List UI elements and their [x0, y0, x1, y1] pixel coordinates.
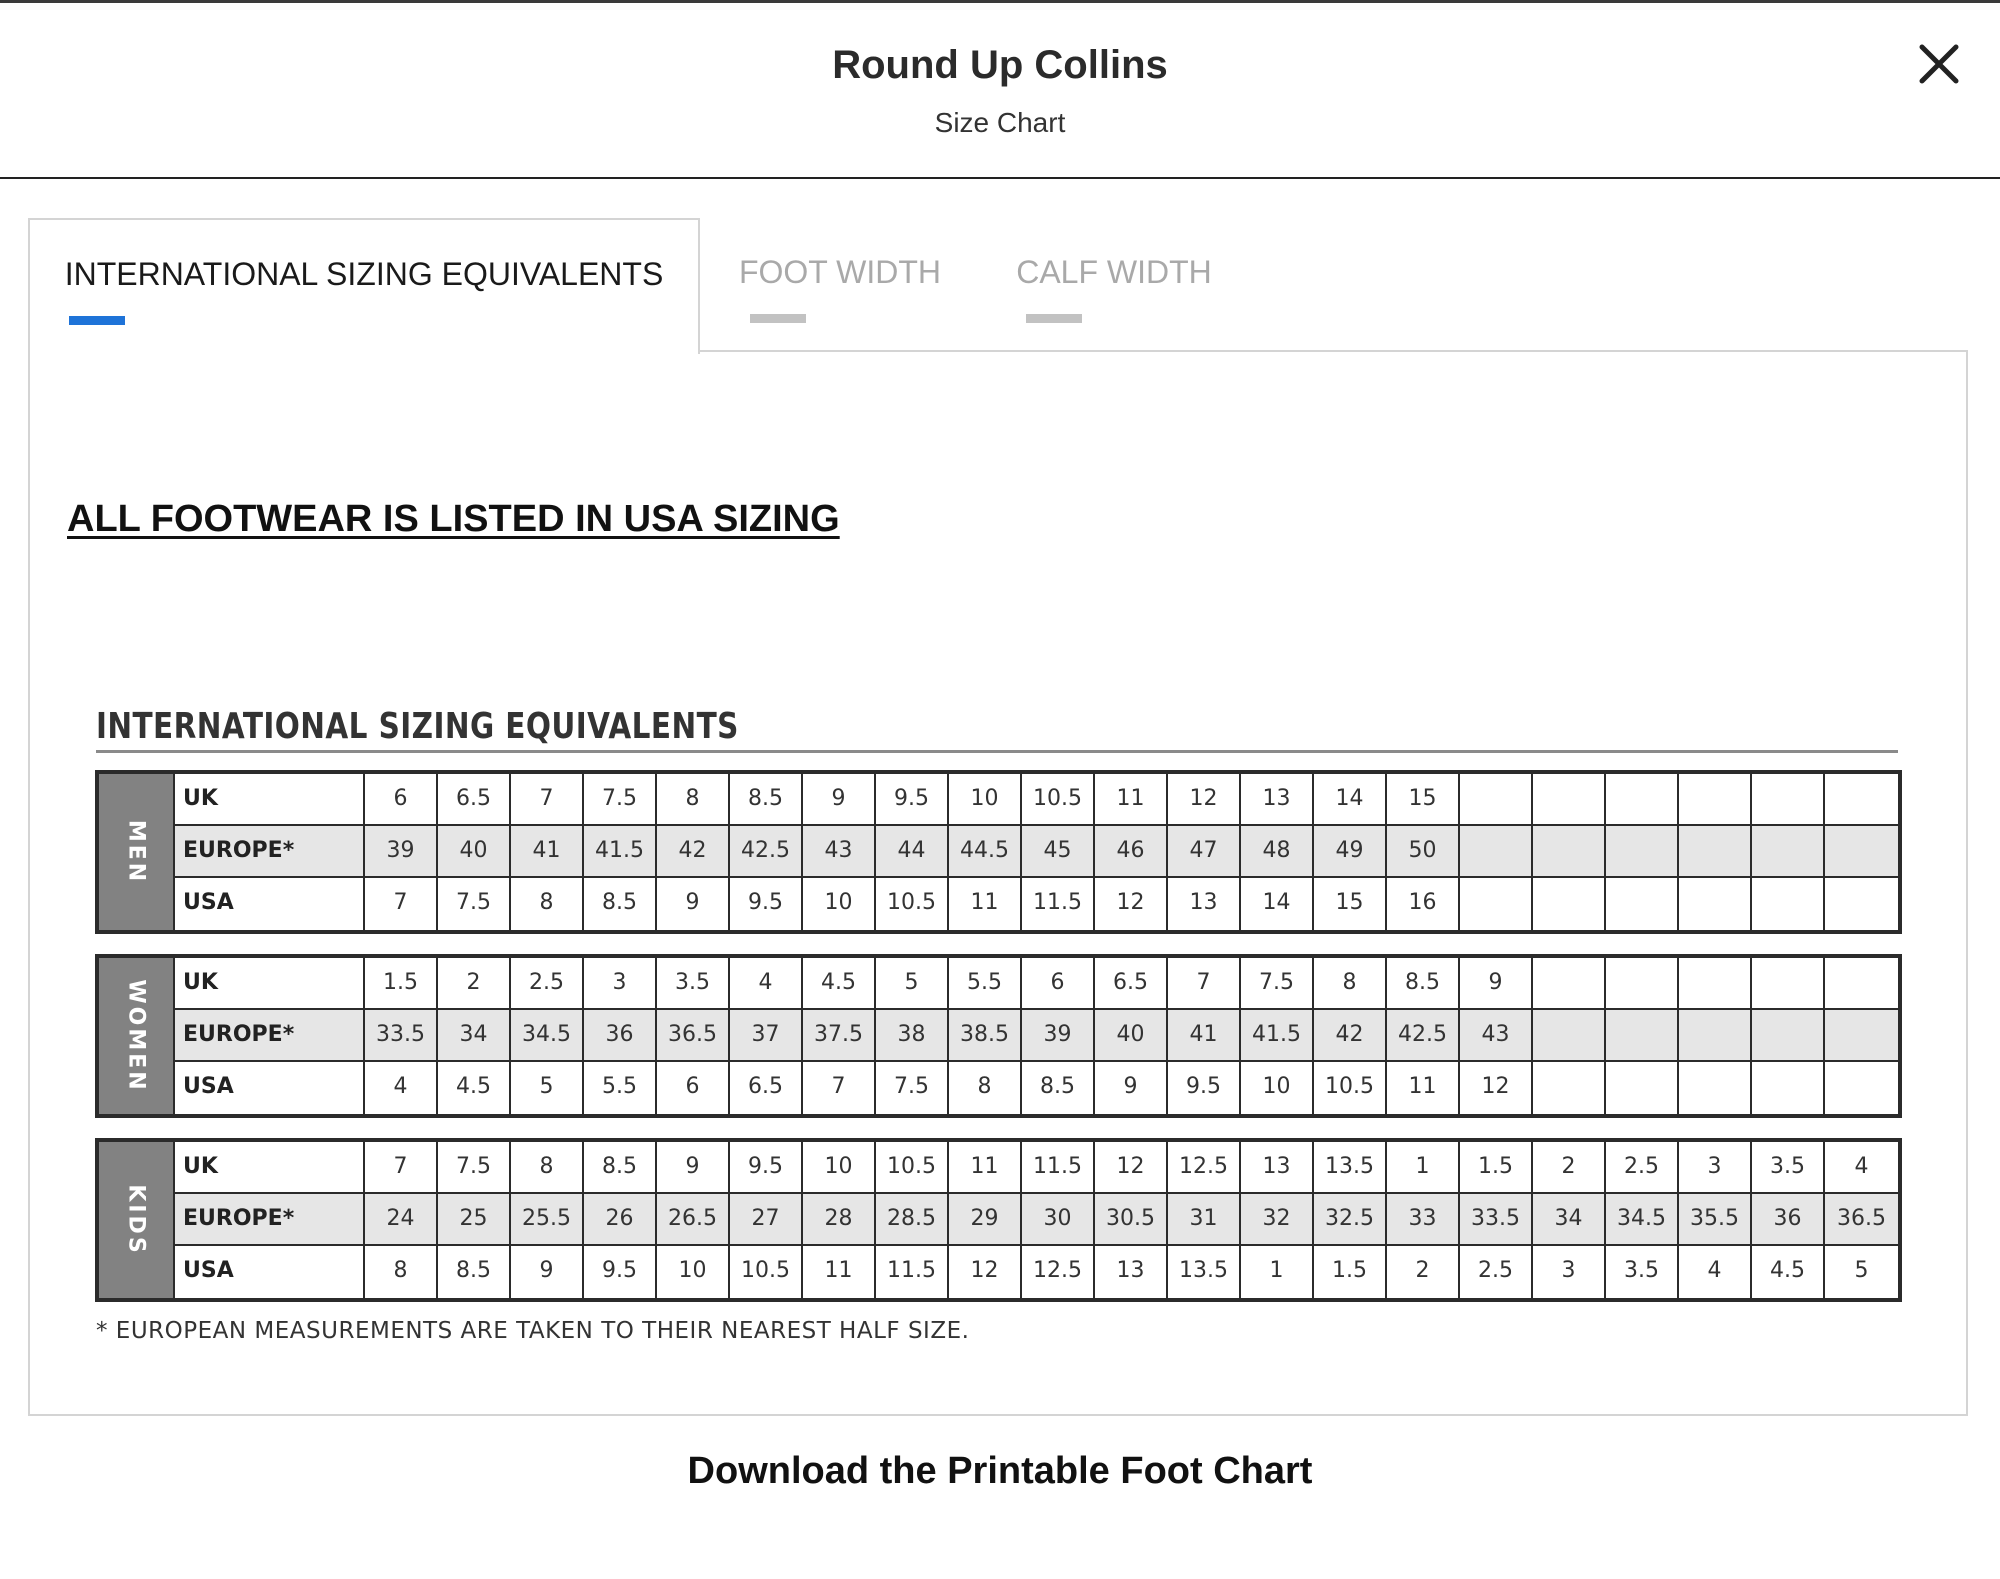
- table-cell: 26: [584, 1194, 657, 1244]
- table-cell: 5: [1854, 1258, 1869, 1283]
- row-label: UK: [173, 774, 365, 824]
- table-cell: [1752, 878, 1825, 930]
- table-cell: 10.5: [876, 878, 949, 930]
- table-cell: [1679, 774, 1752, 824]
- table-cell: 25: [438, 1194, 511, 1244]
- table-cell: 11: [1387, 1062, 1460, 1114]
- table-cell: 31: [1168, 1194, 1241, 1244]
- table-cell: 36: [584, 1010, 657, 1060]
- table-cell: [1606, 878, 1679, 930]
- table-cell: 50: [1387, 826, 1460, 876]
- table-cell: 13: [1168, 878, 1241, 930]
- table-cell: 4.5: [803, 958, 876, 1008]
- row-label: EUROPE*: [173, 826, 365, 876]
- table-cell: 9: [657, 878, 730, 930]
- table-cell: 8.5: [584, 878, 657, 930]
- table-cell: 13: [1241, 1142, 1314, 1192]
- footnote: * EUROPEAN MEASUREMENTS ARE TAKEN TO THEIR NEAREST HALF SIZE.: [96, 1318, 970, 1344]
- table-cell: [1825, 1010, 1898, 1060]
- table-cell: [1606, 1062, 1679, 1114]
- table-cell: 37.5: [803, 1010, 876, 1060]
- table-cell: 41: [1168, 1010, 1241, 1060]
- table-cell: 10: [803, 878, 876, 930]
- table-cell: 10: [1241, 1062, 1314, 1114]
- table-cell: 12: [1095, 878, 1168, 930]
- table-cell: 8.5: [584, 1142, 657, 1192]
- table-cell: [1752, 1010, 1825, 1060]
- table-cell: 28: [803, 1194, 876, 1244]
- table-cell: [1460, 878, 1533, 930]
- chart-title: INTERNATIONAL SIZING EQUIVALENTS: [96, 706, 739, 747]
- table-cell: [1752, 774, 1825, 824]
- table-cell: 5: [511, 1062, 584, 1114]
- close-button[interactable]: [1914, 39, 1964, 89]
- table-cell: 42.5: [1387, 1010, 1460, 1060]
- table-cell: 2.5: [511, 958, 584, 1008]
- table-cell: 7: [365, 1142, 438, 1192]
- table-cell: [1606, 958, 1679, 1008]
- table-cell: [1460, 774, 1533, 824]
- table-cell: 12.5: [1168, 1142, 1241, 1192]
- table-cell: 7.5: [876, 1062, 949, 1114]
- tab-label: FOOT WIDTH: [738, 254, 942, 290]
- table-cell: 32: [1241, 1194, 1314, 1244]
- table-cell: 49: [1314, 826, 1387, 876]
- table-cell: 42: [657, 826, 730, 876]
- table-cell: 14: [1314, 774, 1387, 824]
- table-cell: 3.5: [1606, 1246, 1679, 1298]
- table-cell: 30.5: [1095, 1194, 1168, 1244]
- table-cell: 2: [438, 958, 511, 1008]
- table-cell: [1825, 774, 1898, 824]
- table-cell: 46: [1095, 826, 1168, 876]
- table-cell: 3: [1679, 1142, 1752, 1192]
- table-cell: 8: [365, 1246, 438, 1298]
- table-cell: 9: [511, 1246, 584, 1298]
- table-cell: 9: [1460, 958, 1533, 1008]
- table-cell: 36: [1752, 1194, 1825, 1244]
- tab-indicator: [1026, 314, 1082, 323]
- row-label: EUROPE*: [173, 1194, 365, 1244]
- active-tab-indicator: [69, 316, 125, 325]
- modal-subtitle: Size Chart: [934, 107, 1066, 138]
- table-cell: 40: [1095, 1010, 1168, 1060]
- table-cell: 42: [1314, 1010, 1387, 1060]
- table-cell: 38: [876, 1010, 949, 1060]
- table-cell: 39: [365, 826, 438, 876]
- row-label: USA: [173, 878, 365, 930]
- table-cell: [1606, 774, 1679, 824]
- table-cell: 39: [1022, 1010, 1095, 1060]
- table-cell: 48: [1241, 826, 1314, 876]
- table-cell: 33: [1387, 1194, 1460, 1244]
- table-cell: [1825, 958, 1898, 1008]
- table-cell: 11: [1095, 774, 1168, 824]
- table-cell: 29: [949, 1194, 1022, 1244]
- table-cell: [1533, 958, 1606, 1008]
- table-cell: 1: [1241, 1246, 1314, 1298]
- table-cell: 6: [1022, 958, 1095, 1008]
- table-cell: 6.5: [1095, 958, 1168, 1008]
- table-cell: 12: [1168, 774, 1241, 824]
- row-label: USA: [173, 1062, 365, 1114]
- modal-header: [0, 3, 2000, 179]
- table-cell: 6: [365, 774, 438, 824]
- table-cell: 3: [584, 958, 657, 1008]
- table-row: [173, 958, 1898, 1010]
- table-cell: 8: [657, 774, 730, 824]
- table-cell: 8: [511, 1142, 584, 1192]
- table-cell: 41: [511, 826, 584, 876]
- table-cell: 8: [949, 1062, 1022, 1114]
- group-label: [99, 774, 173, 930]
- table-cell: 41.5: [1241, 1010, 1314, 1060]
- table-cell: [1533, 826, 1606, 876]
- table-cell: 10: [949, 774, 1022, 824]
- table-cell: 14: [1241, 878, 1314, 930]
- table-cell: 34.5: [1606, 1194, 1679, 1244]
- table-cell: 9.5: [730, 1142, 803, 1192]
- group-label-text: KIDS: [123, 1184, 149, 1256]
- table-cell: 10.5: [730, 1246, 803, 1298]
- table-cell: [1752, 826, 1825, 876]
- size-table-men: [95, 770, 1902, 934]
- table-cell: 5.5: [949, 958, 1022, 1008]
- size-table-women: [95, 954, 1902, 1118]
- table-cell: 33.5: [1460, 1194, 1533, 1244]
- table-cell: 2.5: [1460, 1246, 1533, 1298]
- table-cell: 8.5: [730, 774, 803, 824]
- close-icon: [1914, 39, 1964, 89]
- table-cell: [1752, 958, 1825, 1008]
- table-cell: [1679, 1010, 1752, 1060]
- table-cell: 38.5: [949, 1010, 1022, 1060]
- table-cell: 7: [803, 1062, 876, 1114]
- table-cell: 36.5: [657, 1010, 730, 1060]
- table-cell: 27: [730, 1194, 803, 1244]
- table-cell: 10: [657, 1246, 730, 1298]
- table-cell: 26.5: [657, 1194, 730, 1244]
- table-cell: 8.5: [1022, 1062, 1095, 1114]
- table-row: [173, 1062, 1898, 1114]
- table-cell: 11.5: [1022, 878, 1095, 930]
- table-cell: 10.5: [1022, 774, 1095, 824]
- table-cell: 1.5: [1460, 1142, 1533, 1192]
- table-cell: 7.5: [438, 878, 511, 930]
- table-cell: 3.5: [1752, 1142, 1825, 1192]
- table-cell: 33.5: [365, 1010, 438, 1060]
- table-cell: 2: [1533, 1142, 1606, 1192]
- table-cell: [1679, 958, 1752, 1008]
- table-cell: 13.5: [1168, 1246, 1241, 1298]
- group-label-text: MEN: [123, 819, 149, 885]
- table-cell: 6.5: [438, 774, 511, 824]
- tab-indicator: [750, 314, 806, 323]
- table-cell: 36.5: [1837, 1206, 1886, 1231]
- table-cell: 13: [1095, 1246, 1168, 1298]
- table-cell: 4: [365, 1062, 438, 1114]
- row-label: UK: [173, 1142, 365, 1192]
- table-cell: [1606, 1010, 1679, 1060]
- table-cell: 1.5: [1314, 1246, 1387, 1298]
- table-cell: 43: [803, 826, 876, 876]
- table-cell: 34.5: [511, 1010, 584, 1060]
- table-cell: 2.5: [1606, 1142, 1679, 1192]
- size-table-kids: [95, 1138, 1902, 1302]
- row-label: UK: [173, 958, 365, 1008]
- table-cell: 28.5: [876, 1194, 949, 1244]
- tab-calf-width[interactable]: [996, 218, 1232, 352]
- table-cell: 7: [365, 878, 438, 930]
- table-cell: 2: [1387, 1246, 1460, 1298]
- table-cell: 8: [511, 878, 584, 930]
- table-cell: 3: [1533, 1246, 1606, 1298]
- table-cell: 5: [876, 958, 949, 1008]
- chart-title-rule: [96, 750, 1898, 753]
- table-cell: 12: [949, 1246, 1022, 1298]
- table-cell: 15: [1314, 878, 1387, 930]
- tab-label: INTERNATIONAL SIZING EQUIVALENTS: [64, 256, 664, 292]
- table-row: [173, 826, 1898, 878]
- table-cell: 13.5: [1314, 1142, 1387, 1192]
- table-cell: 7.5: [584, 774, 657, 824]
- table-cell: 6.5: [730, 1062, 803, 1114]
- table-cell: 7.5: [1241, 958, 1314, 1008]
- table-cell: 11: [949, 1142, 1022, 1192]
- table-cell: 1: [1387, 1142, 1460, 1192]
- sizing-notice: ALL FOOTWEAR IS LISTED IN USA SIZING: [67, 498, 840, 540]
- table-cell: 5.5: [584, 1062, 657, 1114]
- table-row: [173, 1246, 1898, 1298]
- table-cell: 4: [1854, 1154, 1869, 1179]
- table-cell: 30: [1022, 1194, 1095, 1244]
- table-cell: 11: [803, 1246, 876, 1298]
- table-cell: 9.5: [1168, 1062, 1241, 1114]
- table-cell: 35.5: [1679, 1194, 1752, 1244]
- table-cell: [1825, 826, 1898, 876]
- table-cell: 10.5: [1314, 1062, 1387, 1114]
- table-cell: [1533, 774, 1606, 824]
- table-cell: 8.5: [1387, 958, 1460, 1008]
- table-cell: 4: [730, 958, 803, 1008]
- table-cell: [1679, 878, 1752, 930]
- table-cell: [1679, 1062, 1752, 1114]
- table-cell: [1533, 1010, 1606, 1060]
- table-cell: 7: [511, 774, 584, 824]
- group-label: [99, 1142, 173, 1298]
- table-cell: 12: [1460, 1062, 1533, 1114]
- table-cell: 9: [657, 1142, 730, 1192]
- download-foot-chart-link[interactable]: Download the Printable Foot Chart: [687, 1450, 1313, 1492]
- table-row: [173, 1142, 1898, 1194]
- table-cell: 34: [1533, 1194, 1606, 1244]
- table-cell: [1533, 878, 1606, 930]
- table-cell: [1460, 826, 1533, 876]
- table-cell: 11: [949, 878, 1022, 930]
- table-cell: 7.5: [438, 1142, 511, 1192]
- table-cell: 9: [803, 774, 876, 824]
- table-row: [173, 774, 1898, 826]
- table-cell: 10.5: [876, 1142, 949, 1192]
- table-cell: 24: [365, 1194, 438, 1244]
- table-row: [173, 1010, 1898, 1062]
- table-cell: 11.5: [1022, 1142, 1095, 1192]
- table-cell: 4.5: [438, 1062, 511, 1114]
- table-cell: 9.5: [730, 878, 803, 930]
- tab-international-sizing[interactable]: [28, 218, 700, 354]
- table-cell: 44: [876, 826, 949, 876]
- table-cell: 45: [1022, 826, 1095, 876]
- table-cell: 41.5: [584, 826, 657, 876]
- row-label: EUROPE*: [173, 1010, 365, 1060]
- table-cell: 7: [1168, 958, 1241, 1008]
- table-cell: 15: [1387, 774, 1460, 824]
- table-cell: 4.5: [1752, 1246, 1825, 1298]
- table-row: [173, 1194, 1898, 1246]
- table-cell: [1825, 878, 1898, 930]
- table-cell: 40: [438, 826, 511, 876]
- table-cell: 44.5: [949, 826, 1022, 876]
- table-cell: 43: [1460, 1010, 1533, 1060]
- row-label: USA: [173, 1246, 365, 1298]
- table-cell: 3.5: [657, 958, 730, 1008]
- table-cell: 9.5: [876, 774, 949, 824]
- table-cell: 13: [1241, 774, 1314, 824]
- table-cell: 8.5: [438, 1246, 511, 1298]
- table-cell: 10: [803, 1142, 876, 1192]
- table-cell: 9.5: [584, 1246, 657, 1298]
- table-cell: [1606, 826, 1679, 876]
- table-cell: 32.5: [1314, 1194, 1387, 1244]
- tab-foot-width[interactable]: [720, 218, 960, 352]
- table-cell: 8: [1314, 958, 1387, 1008]
- table-cell: [1752, 1062, 1825, 1114]
- table-cell: 1.5: [365, 958, 438, 1008]
- group-label: [99, 958, 173, 1114]
- table-cell: 37: [730, 1010, 803, 1060]
- table-cell: 4: [1679, 1246, 1752, 1298]
- table-cell: 16: [1387, 878, 1460, 930]
- table-cell: 42.5: [730, 826, 803, 876]
- table-cell: 9: [1095, 1062, 1168, 1114]
- table-cell: 25.5: [511, 1194, 584, 1244]
- group-label-text: WOMEN: [123, 979, 149, 1093]
- table-row: [173, 878, 1898, 930]
- modal-title: Round Up Collins: [832, 43, 1168, 87]
- table-cell: 11.5: [876, 1246, 949, 1298]
- table-cell: 34: [438, 1010, 511, 1060]
- table-cell: 12.5: [1022, 1246, 1095, 1298]
- tab-label: CALF WIDTH: [1016, 254, 1212, 290]
- table-cell: [1679, 826, 1752, 876]
- table-cell: [1533, 1062, 1606, 1114]
- table-cell: [1825, 1062, 1898, 1114]
- table-cell: 47: [1168, 826, 1241, 876]
- table-cell: 6: [657, 1062, 730, 1114]
- table-cell: 12: [1095, 1142, 1168, 1192]
